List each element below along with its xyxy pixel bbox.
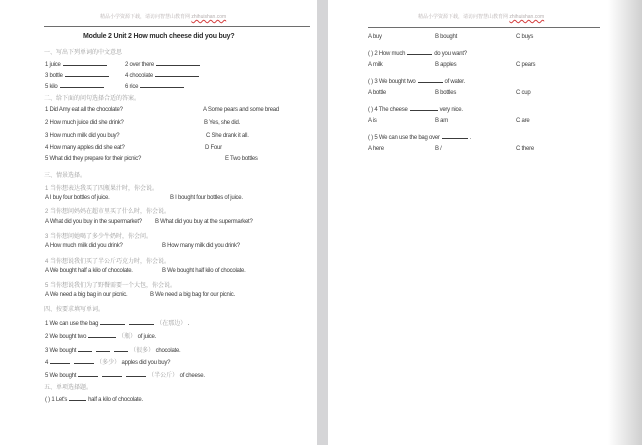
blank-line — [50, 357, 70, 364]
option-a: A I buy four bottles of juice. — [45, 195, 110, 201]
watermark-text: 精品小学资源下载，请访问智慧山教育网 — [100, 14, 192, 20]
vocab-row — [0, 59, 317, 69]
choice-option-b: B am — [435, 118, 449, 124]
watermark-text: 精品小学资源下载，请访问智慧山教育网 — [418, 14, 510, 20]
match-question: 3 How much milk did you buy? — [45, 133, 120, 139]
page-2 — [328, 0, 642, 445]
choice-option-c: C are — [516, 118, 530, 124]
choice-option-b: B bottles — [435, 90, 457, 96]
vocab-item: 6 rice — [125, 81, 186, 90]
blank-line — [140, 81, 184, 88]
option-row — [0, 195, 317, 205]
watermark-domain: zhihuishan.com — [191, 14, 227, 20]
section1-heading: 一、写出下列单词的中文意思 — [44, 50, 123, 56]
choice-option-b: B bought — [435, 34, 458, 40]
choice-question: ( ) 1 Let's half a kilo of chocolate. — [0, 394, 317, 404]
choice-question: ( ) 5 We can use the bag over . — [328, 132, 642, 142]
right-edge-shadow — [608, 0, 642, 445]
blank-line — [65, 70, 109, 77]
worksheet-title: Module 2 Unit 2 How much cheese did you buy? — [83, 33, 235, 40]
fill-in-item: 5 We bought （半公斤） of cheese. — [0, 370, 317, 380]
watermark-domain: zhihuishan.com — [509, 14, 545, 20]
choice-options-row — [328, 90, 642, 100]
match-question: 5 What did they prepare for their picnic? — [45, 156, 142, 162]
vocab-item: 1 juice — [45, 59, 109, 68]
blank-line — [63, 59, 107, 66]
choice-option-c: C pears — [516, 62, 536, 68]
scenario-prompt: 4 当你想说我们买了半公斤巧克力时，你会说。 — [45, 259, 171, 265]
option-b: B How many milk did you drink? — [162, 243, 240, 249]
match-row — [0, 120, 317, 130]
match-row — [0, 107, 317, 117]
blank-line — [102, 370, 122, 377]
vocab-row — [0, 81, 317, 91]
blank-line — [78, 370, 98, 377]
option-a: A We bought half a kilo of chocolate. — [45, 268, 133, 274]
section4-heading: 四、按要求填写单词。 — [44, 307, 105, 313]
choice-option-c: C cup — [516, 90, 531, 96]
fill-in-item: 2 We bought two （瓶） of juice. — [0, 331, 317, 341]
watermark — [418, 13, 544, 20]
choice-option-a: A bottle — [368, 90, 387, 96]
match-answer: A Some pears and some bread — [203, 107, 279, 113]
blank-line — [410, 104, 438, 111]
scenario-prompt: 3 当你想问她喝了多少牛奶时，你会问。 — [45, 234, 153, 240]
chinese-hint: （多少） — [96, 360, 121, 366]
option-row — [0, 219, 317, 229]
choice-options-row — [328, 34, 642, 44]
choice-option-b: B / — [435, 146, 442, 152]
section3-heading: 三、情景选择。 — [44, 173, 87, 179]
blank-line — [126, 370, 146, 377]
choice-option-a: A milk — [368, 62, 383, 68]
choice-option-b: B apples — [435, 62, 457, 68]
choice-option-a: A here — [368, 146, 384, 152]
vocab-item: 5 kilo — [45, 81, 106, 90]
match-answer: D Four — [205, 145, 222, 151]
blank-line — [96, 345, 110, 352]
match-answer: E Two bottles — [225, 156, 258, 162]
blank-line — [407, 48, 432, 55]
option-row — [0, 292, 317, 302]
choice-options-row — [328, 62, 642, 72]
vocab-item: 3 bottle — [45, 70, 111, 79]
blank-line — [100, 318, 125, 325]
blank-line — [78, 345, 92, 352]
vocab-item: 2 over there — [125, 59, 202, 68]
option-row — [0, 268, 317, 278]
choice-option-a: A buy — [368, 34, 382, 40]
chinese-hint: （在那边） — [156, 321, 187, 327]
match-row — [0, 145, 317, 155]
choice-question: ( ) 3 We bought two of water. — [328, 76, 642, 86]
choice-option-a: A is — [368, 118, 377, 124]
match-row — [0, 133, 317, 143]
option-b: B I bought four bottles of juice. — [170, 195, 243, 201]
header-divider — [368, 27, 600, 28]
choice-options-row — [328, 146, 642, 156]
chinese-hint: （半公斤） — [148, 373, 179, 379]
chinese-hint: （瓶） — [118, 334, 137, 340]
page-gap — [317, 0, 328, 445]
vocab-item: 4 chocolate — [125, 70, 201, 79]
section5-heading: 五、单项选择题。 — [44, 385, 93, 391]
blank-line — [129, 318, 154, 325]
blank-line — [88, 331, 116, 338]
fill-in-item: 3 We bought （很多） chocolate. — [0, 345, 317, 355]
scenario-prompt: 2 当你想问妈妈在超市里买了什么时，你会说。 — [45, 209, 171, 215]
blank-line — [114, 345, 128, 352]
match-answer: B Yes, she did. — [204, 120, 240, 126]
fill-in-item: 1 We can use the bag （在那边） . — [0, 318, 317, 328]
fill-in-item: 4 （多少） apples did you buy? — [0, 357, 317, 367]
option-a: A How much milk did you drink? — [45, 243, 123, 249]
vocab-row — [0, 70, 317, 80]
match-question: 4 How many apples did she eat? — [45, 145, 125, 151]
match-answer: C She drank it all. — [206, 133, 249, 139]
watermark — [100, 13, 226, 20]
section2-heading: 二、给下面的问句选择合适的答案。 — [44, 96, 141, 102]
option-b: B We bought half kilo of chocolate. — [162, 268, 246, 274]
choice-option-c: C there — [516, 146, 534, 152]
choice-question: ( ) 4 The cheese very nice. — [328, 104, 642, 114]
blank-line — [60, 81, 104, 88]
match-question: 2 How much juice did she drink? — [45, 120, 124, 126]
option-row — [0, 243, 317, 253]
option-a: A What did you buy in the supermarket? — [45, 219, 142, 225]
chinese-hint: （很多） — [130, 348, 155, 354]
blank-line — [74, 357, 94, 364]
choice-question: ( ) 2 How much do you want? — [328, 48, 642, 58]
blank-line — [69, 394, 86, 401]
blank-line — [418, 76, 443, 83]
scenario-prompt: 5 当你想说我们为了野餐需要一个大包，你会说。 — [45, 283, 177, 289]
blank-line — [156, 59, 200, 66]
scenario-prompt: 1 当你想表达我买了四瓶果汁时，你会说。 — [45, 186, 159, 192]
page-1 — [0, 0, 317, 445]
option-b: B We need a big bag for our picnic. — [150, 292, 235, 298]
match-row — [0, 156, 317, 166]
match-question: 1 Did Amy eat all the chocolate? — [45, 107, 123, 113]
blank-line — [442, 132, 468, 139]
choice-options-row — [328, 118, 642, 128]
blank-line — [155, 70, 199, 77]
option-b: B What did you buy at the supermarket? — [155, 219, 253, 225]
option-a: A We need a big bag in our picnic. — [45, 292, 128, 298]
choice-option-c: C buys — [516, 34, 534, 40]
header-divider — [44, 26, 310, 27]
